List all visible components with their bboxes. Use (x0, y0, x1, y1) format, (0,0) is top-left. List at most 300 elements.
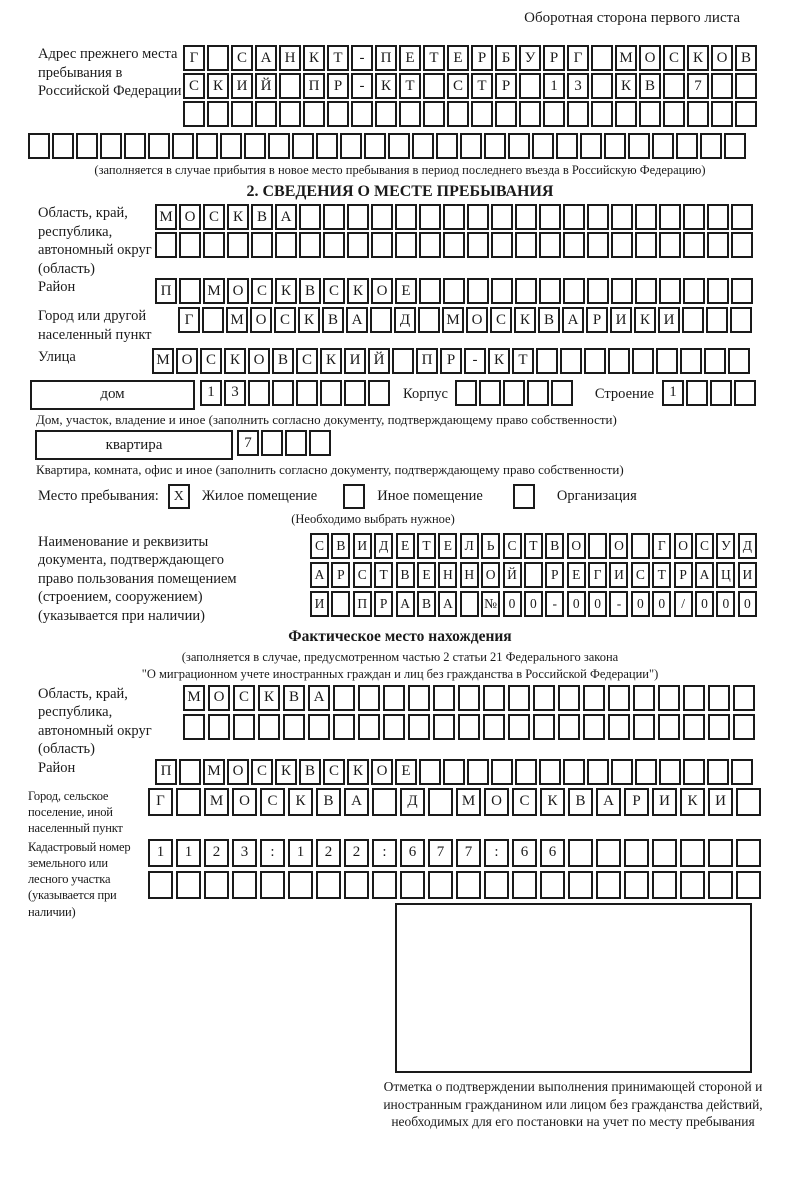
char-box[interactable] (419, 204, 441, 230)
char-box[interactable] (309, 430, 331, 456)
char-box[interactable] (707, 204, 729, 230)
char-box[interactable] (588, 533, 607, 559)
char-box[interactable]: : (484, 839, 509, 867)
char-box[interactable]: 7 (237, 430, 259, 456)
char-box[interactable]: П (416, 348, 438, 374)
char-box[interactable]: И (231, 73, 253, 99)
char-box[interactable]: И (708, 788, 733, 816)
char-box[interactable]: Н (438, 562, 457, 588)
char-box[interactable]: П (155, 759, 177, 785)
char-box[interactable]: О (484, 788, 509, 816)
char-box[interactable]: И (652, 788, 677, 816)
char-box[interactable] (527, 380, 549, 406)
char-box[interactable] (172, 133, 194, 159)
char-box[interactable]: 3 (567, 73, 589, 99)
char-box[interactable]: И (658, 307, 680, 333)
char-box[interactable]: О (674, 533, 693, 559)
char-box[interactable]: 6 (400, 839, 425, 867)
char-box[interactable] (659, 204, 681, 230)
char-box[interactable] (631, 533, 650, 559)
char-box[interactable]: 7 (687, 73, 709, 99)
char-box[interactable] (683, 204, 705, 230)
char-box[interactable]: М (442, 307, 464, 333)
char-box[interactable] (706, 307, 728, 333)
char-box[interactable]: К (224, 348, 246, 374)
char-box[interactable] (261, 430, 283, 456)
char-box[interactable]: Д (394, 307, 416, 333)
char-box[interactable] (344, 380, 366, 406)
char-box[interactable]: С (663, 45, 685, 71)
char-box[interactable]: С (200, 348, 222, 374)
char-box[interactable]: - (351, 73, 373, 99)
char-box[interactable] (458, 714, 480, 740)
char-box[interactable] (735, 101, 757, 127)
char-box[interactable] (512, 871, 537, 899)
char-box[interactable]: М (456, 788, 481, 816)
char-box[interactable] (484, 133, 506, 159)
char-box[interactable] (248, 380, 270, 406)
char-box[interactable] (724, 133, 746, 159)
char-box[interactable] (495, 101, 517, 127)
char-box[interactable]: С (251, 278, 273, 304)
char-box[interactable] (340, 133, 362, 159)
char-box[interactable] (711, 101, 733, 127)
char-box[interactable] (652, 839, 677, 867)
char-box[interactable]: О (179, 204, 201, 230)
char-box[interactable] (279, 101, 301, 127)
char-box[interactable] (316, 871, 341, 899)
char-box[interactable] (658, 685, 680, 711)
char-box[interactable]: Е (396, 533, 415, 559)
char-box[interactable] (676, 133, 698, 159)
char-box[interactable] (686, 380, 708, 406)
char-box[interactable]: 1 (148, 839, 173, 867)
char-box[interactable] (683, 714, 705, 740)
char-box[interactable]: В (299, 278, 321, 304)
char-box[interactable] (347, 204, 369, 230)
char-box[interactable] (515, 759, 537, 785)
char-box[interactable]: И (310, 591, 329, 617)
char-box[interactable] (428, 871, 453, 899)
char-box[interactable] (344, 871, 369, 899)
char-box[interactable] (207, 45, 229, 71)
char-box[interactable]: С (695, 533, 714, 559)
char-box[interactable]: Й (255, 73, 277, 99)
char-box[interactable]: Т (512, 348, 534, 374)
char-box[interactable] (540, 871, 565, 899)
char-box[interactable]: А (255, 45, 277, 71)
char-box[interactable] (408, 685, 430, 711)
char-box[interactable]: О (176, 348, 198, 374)
char-box[interactable] (433, 685, 455, 711)
char-box[interactable] (372, 871, 397, 899)
char-box[interactable] (730, 307, 752, 333)
char-box[interactable] (539, 232, 561, 258)
char-box[interactable] (683, 759, 705, 785)
char-box[interactable] (736, 871, 761, 899)
char-box[interactable]: К (303, 45, 325, 71)
char-box[interactable] (710, 380, 732, 406)
char-box[interactable] (233, 714, 255, 740)
char-box[interactable] (563, 232, 585, 258)
char-box[interactable] (268, 133, 290, 159)
char-box[interactable] (519, 73, 541, 99)
char-box[interactable] (255, 101, 277, 127)
char-box[interactable]: 1 (176, 839, 201, 867)
char-box[interactable]: 0 (716, 591, 735, 617)
char-box[interactable]: Е (399, 45, 421, 71)
char-box[interactable] (515, 232, 537, 258)
char-box[interactable]: Т (652, 562, 671, 588)
char-box[interactable] (704, 348, 726, 374)
char-box[interactable]: Т (399, 73, 421, 99)
char-box[interactable] (220, 133, 242, 159)
char-box[interactable] (316, 133, 338, 159)
char-box[interactable]: И (610, 307, 632, 333)
char-box[interactable] (558, 685, 580, 711)
char-box[interactable] (423, 73, 445, 99)
char-box[interactable] (587, 278, 609, 304)
char-box[interactable]: В (331, 533, 350, 559)
checkbox-other-premises[interactable] (343, 484, 365, 509)
char-box[interactable] (658, 714, 680, 740)
char-box[interactable]: - (545, 591, 564, 617)
char-box[interactable] (179, 232, 201, 258)
char-box[interactable]: М (203, 759, 225, 785)
char-box[interactable] (333, 714, 355, 740)
char-box[interactable]: 0 (695, 591, 714, 617)
char-box[interactable] (285, 430, 307, 456)
char-box[interactable]: : (372, 839, 397, 867)
char-box[interactable] (443, 232, 465, 258)
char-box[interactable] (680, 348, 702, 374)
char-box[interactable] (635, 759, 657, 785)
char-box[interactable]: О (711, 45, 733, 71)
char-box[interactable] (368, 380, 390, 406)
char-box[interactable] (283, 714, 305, 740)
char-box[interactable] (460, 591, 479, 617)
char-box[interactable]: В (639, 73, 661, 99)
char-box[interactable] (611, 759, 633, 785)
char-box[interactable] (183, 101, 205, 127)
char-box[interactable] (587, 204, 609, 230)
char-box[interactable]: О (639, 45, 661, 71)
char-box[interactable]: А (396, 591, 415, 617)
char-box[interactable]: Р (471, 45, 493, 71)
char-box[interactable] (433, 714, 455, 740)
char-box[interactable] (371, 232, 393, 258)
char-box[interactable] (358, 714, 380, 740)
char-box[interactable] (207, 101, 229, 127)
char-box[interactable]: Р (624, 788, 649, 816)
char-box[interactable]: К (275, 278, 297, 304)
char-box[interactable] (663, 101, 685, 127)
char-box[interactable] (683, 278, 705, 304)
char-box[interactable] (460, 133, 482, 159)
char-box[interactable] (596, 839, 621, 867)
char-box[interactable]: Г (567, 45, 589, 71)
char-box[interactable] (333, 685, 355, 711)
checkbox-residential[interactable]: X (168, 484, 190, 509)
char-box[interactable]: А (275, 204, 297, 230)
char-box[interactable] (179, 278, 201, 304)
char-box[interactable] (635, 204, 657, 230)
char-box[interactable] (543, 101, 565, 127)
char-box[interactable] (392, 348, 414, 374)
char-box[interactable]: А (310, 562, 329, 588)
char-box[interactable]: Г (183, 45, 205, 71)
char-box[interactable]: О (609, 533, 628, 559)
char-box[interactable]: И (738, 562, 757, 588)
char-box[interactable]: 3 (232, 839, 257, 867)
char-box[interactable]: : (260, 839, 285, 867)
char-box[interactable]: В (299, 759, 321, 785)
char-box[interactable] (227, 232, 249, 258)
char-box[interactable] (467, 204, 489, 230)
char-box[interactable]: К (347, 759, 369, 785)
char-box[interactable] (656, 348, 678, 374)
char-box[interactable]: В (322, 307, 344, 333)
char-box[interactable]: А (308, 685, 330, 711)
char-box[interactable]: К (687, 45, 709, 71)
char-box[interactable] (628, 133, 650, 159)
char-box[interactable]: С (251, 759, 273, 785)
char-box[interactable]: О (481, 562, 500, 588)
char-box[interactable] (436, 133, 458, 159)
char-box[interactable] (331, 591, 350, 617)
char-box[interactable]: М (155, 204, 177, 230)
char-box[interactable]: 0 (738, 591, 757, 617)
char-box[interactable] (733, 685, 755, 711)
char-box[interactable] (383, 685, 405, 711)
char-box[interactable] (587, 232, 609, 258)
char-box[interactable] (260, 871, 285, 899)
char-box[interactable]: О (208, 685, 230, 711)
char-box[interactable] (611, 232, 633, 258)
char-box[interactable] (491, 759, 513, 785)
char-box[interactable] (148, 133, 170, 159)
char-box[interactable] (563, 759, 585, 785)
char-box[interactable]: Р (374, 591, 393, 617)
char-box[interactable]: М (203, 278, 225, 304)
char-box[interactable] (400, 871, 425, 899)
char-box[interactable] (183, 714, 205, 740)
char-box[interactable] (232, 871, 257, 899)
char-box[interactable]: - (351, 45, 373, 71)
char-box[interactable]: С (274, 307, 296, 333)
char-box[interactable]: 1 (543, 73, 565, 99)
char-box[interactable] (708, 685, 730, 711)
char-box[interactable]: С (447, 73, 469, 99)
char-box[interactable] (299, 232, 321, 258)
char-box[interactable]: С (231, 45, 253, 71)
char-box[interactable] (388, 133, 410, 159)
char-box[interactable] (28, 133, 50, 159)
char-box[interactable]: С (203, 204, 225, 230)
char-box[interactable] (608, 685, 630, 711)
char-box[interactable] (639, 101, 661, 127)
char-box[interactable] (467, 232, 489, 258)
char-box[interactable]: К (298, 307, 320, 333)
char-box[interactable] (707, 759, 729, 785)
char-box[interactable]: - (464, 348, 486, 374)
char-box[interactable]: Е (447, 45, 469, 71)
char-box[interactable]: Р (327, 73, 349, 99)
char-box[interactable]: В (251, 204, 273, 230)
char-box[interactable] (731, 204, 753, 230)
char-box[interactable] (608, 348, 630, 374)
char-box[interactable] (455, 380, 477, 406)
char-box[interactable] (682, 307, 704, 333)
char-box[interactable] (591, 45, 613, 71)
char-box[interactable] (419, 759, 441, 785)
char-box[interactable] (370, 307, 392, 333)
char-box[interactable]: Л (460, 533, 479, 559)
char-box[interactable] (680, 839, 705, 867)
char-box[interactable] (202, 307, 224, 333)
char-box[interactable]: Ь (481, 533, 500, 559)
char-box[interactable]: И (353, 533, 372, 559)
char-box[interactable]: О (567, 533, 586, 559)
char-box[interactable] (508, 685, 530, 711)
char-box[interactable] (419, 278, 441, 304)
char-box[interactable]: Д (738, 533, 757, 559)
char-box[interactable] (652, 871, 677, 899)
char-box[interactable]: Р (545, 562, 564, 588)
char-box[interactable]: К (680, 788, 705, 816)
char-box[interactable]: О (248, 348, 270, 374)
char-box[interactable] (731, 232, 753, 258)
char-box[interactable]: 7 (456, 839, 481, 867)
char-box[interactable] (659, 759, 681, 785)
char-box[interactable] (515, 204, 537, 230)
char-box[interactable]: Й (368, 348, 390, 374)
char-box[interactable] (443, 759, 465, 785)
char-box[interactable] (533, 685, 555, 711)
char-box[interactable]: Й (503, 562, 522, 588)
char-box[interactable] (418, 307, 440, 333)
char-box[interactable] (633, 714, 655, 740)
char-box[interactable]: Т (327, 45, 349, 71)
char-box[interactable]: К (207, 73, 229, 99)
char-box[interactable] (308, 714, 330, 740)
char-box[interactable] (447, 101, 469, 127)
char-box[interactable] (372, 788, 397, 816)
char-box[interactable]: М (183, 685, 205, 711)
char-box[interactable] (279, 73, 301, 99)
char-box[interactable]: 1 (200, 380, 222, 406)
char-box[interactable] (567, 101, 589, 127)
char-box[interactable] (708, 871, 733, 899)
char-box[interactable]: С (631, 562, 650, 588)
char-box[interactable] (347, 232, 369, 258)
char-box[interactable] (100, 133, 122, 159)
char-box[interactable]: Р (586, 307, 608, 333)
char-box[interactable] (659, 232, 681, 258)
char-box[interactable]: К (488, 348, 510, 374)
char-box[interactable]: Н (460, 562, 479, 588)
char-box[interactable] (176, 788, 201, 816)
char-box[interactable]: К (634, 307, 656, 333)
char-box[interactable]: М (204, 788, 229, 816)
char-box[interactable]: О (250, 307, 272, 333)
char-box[interactable]: Р (331, 562, 350, 588)
char-box[interactable]: В (283, 685, 305, 711)
char-box[interactable] (560, 348, 582, 374)
char-box[interactable] (327, 101, 349, 127)
char-box[interactable] (632, 348, 654, 374)
char-box[interactable] (479, 380, 501, 406)
char-box[interactable]: Н (279, 45, 301, 71)
char-box[interactable]: Е (395, 278, 417, 304)
char-box[interactable] (533, 714, 555, 740)
char-box[interactable] (635, 278, 657, 304)
char-box[interactable]: Д (400, 788, 425, 816)
char-box[interactable] (124, 133, 146, 159)
char-box[interactable] (587, 759, 609, 785)
char-box[interactable]: 0 (524, 591, 543, 617)
char-box[interactable] (539, 204, 561, 230)
char-box[interactable] (358, 685, 380, 711)
char-box[interactable]: М (226, 307, 248, 333)
char-box[interactable] (568, 839, 593, 867)
char-box[interactable] (272, 380, 294, 406)
char-box[interactable]: Т (524, 533, 543, 559)
char-box[interactable]: Е (567, 562, 586, 588)
char-box[interactable] (731, 759, 753, 785)
char-box[interactable] (491, 204, 513, 230)
char-box[interactable]: А (695, 562, 714, 588)
char-box[interactable]: О (371, 278, 393, 304)
char-box[interactable] (551, 380, 573, 406)
char-box[interactable]: У (716, 533, 735, 559)
char-box[interactable] (683, 685, 705, 711)
char-box[interactable] (707, 278, 729, 304)
char-box[interactable] (299, 204, 321, 230)
char-box[interactable] (583, 714, 605, 740)
char-box[interactable] (615, 101, 637, 127)
char-box[interactable]: К (347, 278, 369, 304)
char-box[interactable]: А (438, 591, 457, 617)
char-box[interactable] (196, 133, 218, 159)
char-box[interactable]: М (152, 348, 174, 374)
char-box[interactable]: В (568, 788, 593, 816)
char-box[interactable] (443, 204, 465, 230)
char-box[interactable] (508, 714, 530, 740)
char-box[interactable]: Г (588, 562, 607, 588)
char-box[interactable] (275, 232, 297, 258)
char-box[interactable] (395, 232, 417, 258)
char-box[interactable] (288, 871, 313, 899)
char-box[interactable] (611, 278, 633, 304)
char-box[interactable] (303, 101, 325, 127)
char-box[interactable] (491, 232, 513, 258)
char-box[interactable]: Т (374, 562, 393, 588)
char-box[interactable] (76, 133, 98, 159)
char-box[interactable]: П (303, 73, 325, 99)
char-box[interactable] (296, 380, 318, 406)
char-box[interactable]: О (371, 759, 393, 785)
char-box[interactable]: 6 (540, 839, 565, 867)
char-box[interactable] (395, 204, 417, 230)
char-box[interactable] (624, 871, 649, 899)
char-box[interactable]: В (272, 348, 294, 374)
char-box[interactable] (471, 101, 493, 127)
char-box[interactable] (52, 133, 74, 159)
char-box[interactable]: А (346, 307, 368, 333)
char-box[interactable]: В (545, 533, 564, 559)
char-box[interactable]: О (227, 759, 249, 785)
